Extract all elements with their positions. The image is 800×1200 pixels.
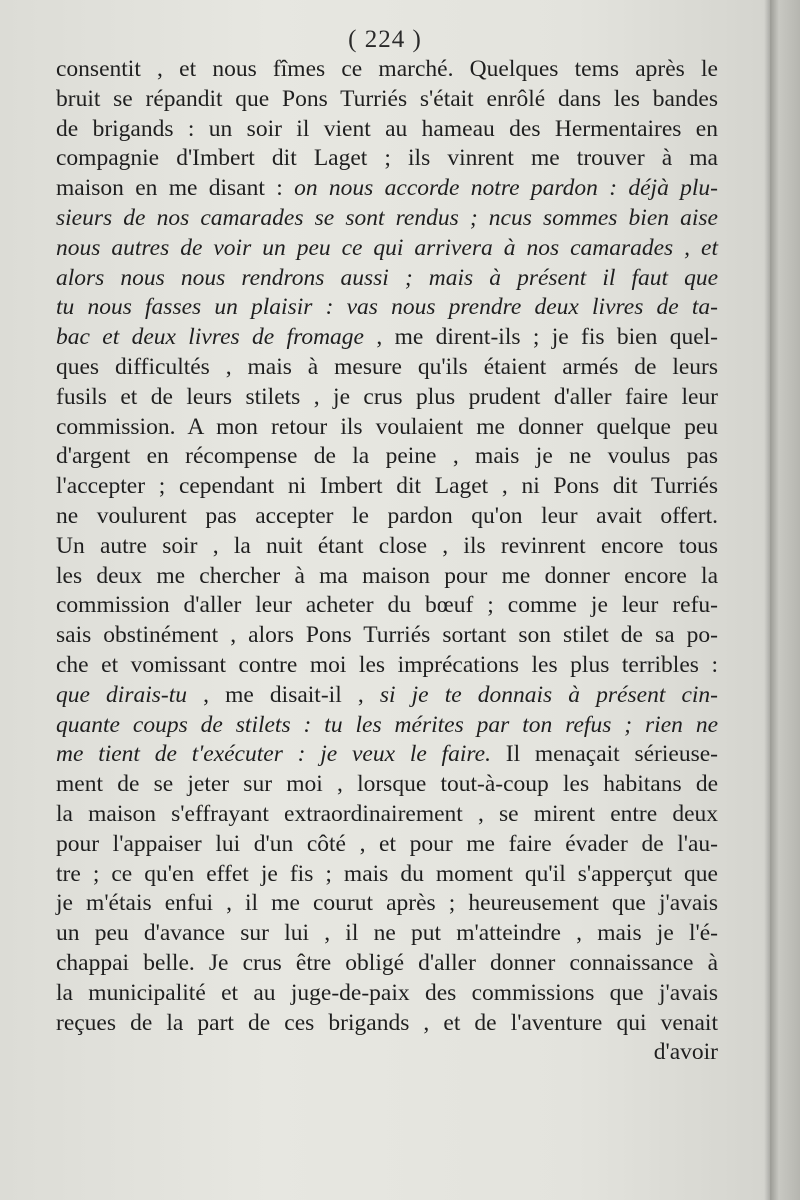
text-line — [56, 770, 718, 800]
text-line — [56, 651, 718, 681]
text-span: je m'étais enfui , il me courut après ; heureusement que j'avais — [56, 890, 718, 917]
text-line — [56, 889, 718, 919]
text-line — [56, 711, 718, 741]
text-span: Il menaçait sérieuse- — [490, 741, 718, 768]
text-line — [56, 383, 718, 413]
text-line — [56, 413, 718, 443]
text-line — [56, 800, 718, 830]
text-span: compagnie d'Imbert dit Laget ; ils vinrent me trouver à ma — [56, 145, 718, 172]
italic-text-span: si je te donnais à présent cin- — [379, 681, 718, 708]
text-line — [56, 323, 718, 353]
text-span: ment de se jeter sur moi , lorsque tout-à-coup les habitans de — [56, 771, 718, 798]
text-line — [56, 115, 718, 145]
text-line — [56, 204, 718, 234]
italic-text-span: alors nous nous rendrons aussi ; mais à présent il faut que — [56, 264, 718, 291]
body-text — [56, 55, 718, 1068]
text-span: un peu d'avance sur lui , il ne put m'atteindre , mais je l'é- — [56, 920, 718, 947]
text-span: la maison s'effrayant extraordinairement , se mirent entre deux — [56, 800, 718, 827]
text-span: reçues de la part de ces brigands , et de l'aventure qui venait — [56, 1009, 718, 1036]
text-span: ques difficultés , mais à mesure qu'ils étaient armés de leurs — [56, 353, 718, 380]
text-span: pour l'appaiser lui d'un côté , et pour me faire évader de l'au- — [56, 830, 718, 857]
text-span: Un autre soir , la nuit étant close , ils revinrent encore tous — [56, 532, 718, 559]
text-line — [56, 562, 718, 592]
text-span: sais obstinément , alors Pons Turriés sortant son stilet de sa po- — [56, 622, 718, 649]
text-line — [56, 949, 718, 979]
text-span: les deux me chercher à ma maison pour me donner encore la — [56, 562, 718, 589]
text-span: fusils et de leurs stilets , je crus plus prudent d'aller faire leur — [56, 383, 718, 410]
text-span: che et vomissant contre moi les imprécations les plus terribles : — [56, 651, 718, 678]
text-span: maison en me disant : — [56, 175, 295, 202]
text-span: d'avoir — [653, 1039, 718, 1066]
italic-text-span: bac et deux livres de fromage — [56, 324, 364, 351]
italic-text-span: me tient de t'exécuter : je veux le faire. — [56, 741, 491, 768]
text-line — [56, 442, 718, 472]
text-span: commission. A mon retour ils voulaient me donner quelque peu — [56, 413, 718, 440]
text-line — [56, 1038, 718, 1068]
text-span: ne voulurent pas accepter le pardon qu'on leur avait offert. — [56, 502, 718, 529]
text-line — [56, 293, 718, 323]
text-span: , me dirent-ils ; je fis bien quel- — [364, 324, 718, 351]
page-number: ( 224 ) — [348, 26, 422, 53]
text-line — [56, 830, 718, 860]
text-line — [56, 1009, 718, 1039]
text-line — [56, 264, 718, 294]
text-line — [56, 919, 718, 949]
text-line — [56, 681, 718, 711]
italic-text-span: sieurs de nos camarades se sont rendus ; ncus sommes bien aise — [56, 204, 718, 231]
text-line — [56, 472, 718, 502]
text-line — [56, 502, 718, 532]
text-span: commission d'aller leur acheter du bœuf ; comme je leur refu- — [56, 592, 718, 619]
italic-text-span: que dirais-tu — [56, 681, 187, 708]
text-line — [56, 532, 718, 562]
text-span: bruit se répandit que Pons Turriés s'était enrôlé dans les bandes — [56, 85, 718, 112]
text-line — [56, 621, 718, 651]
text-span: consentit , et nous fîmes ce marché. Quelques tems après le — [56, 56, 718, 82]
italic-text-span: quante coups de stilets : tu les mérites par ton refus ; rien ne — [56, 711, 718, 738]
text-span: la municipalité et au juge-de-paix des commissions que j'avais — [56, 979, 718, 1006]
text-span: d'argent en récompense de la peine , mais je ne voulus pas — [56, 443, 718, 470]
text-line — [56, 174, 718, 204]
adjacent-page-edge — [770, 0, 800, 1200]
text-span: de brigands : un soir il vient au hameau des Hermentaires en — [56, 115, 718, 142]
text-line — [56, 740, 718, 770]
text-span: chappai belle. Je crus être obligé d'aller donner connaissance à — [56, 949, 718, 976]
text-line — [56, 234, 718, 264]
text-span: , me disait-il , — [187, 681, 380, 708]
text-line — [56, 55, 718, 85]
text-line — [56, 860, 718, 890]
italic-text-span: tu nous fasses un plaisir : vas nous prendre deux livres de ta- — [56, 294, 718, 321]
text-line — [56, 353, 718, 383]
italic-text-span: on nous accorde notre pardon : déjà plu- — [294, 175, 719, 202]
italic-text-span: nous autres de voir un peu ce qui arrivera à nos camarades , et — [56, 234, 718, 261]
text-line — [56, 591, 718, 621]
text-span: tre ; ce qu'en effet je fis ; mais du moment qu'il s'apperçut que — [56, 860, 718, 887]
text-line — [56, 85, 718, 115]
text-span: l'accepter ; cependant ni Imbert dit Laget , ni Pons dit Turriés — [56, 473, 718, 500]
text-line — [56, 979, 718, 1009]
text-line — [56, 144, 718, 174]
